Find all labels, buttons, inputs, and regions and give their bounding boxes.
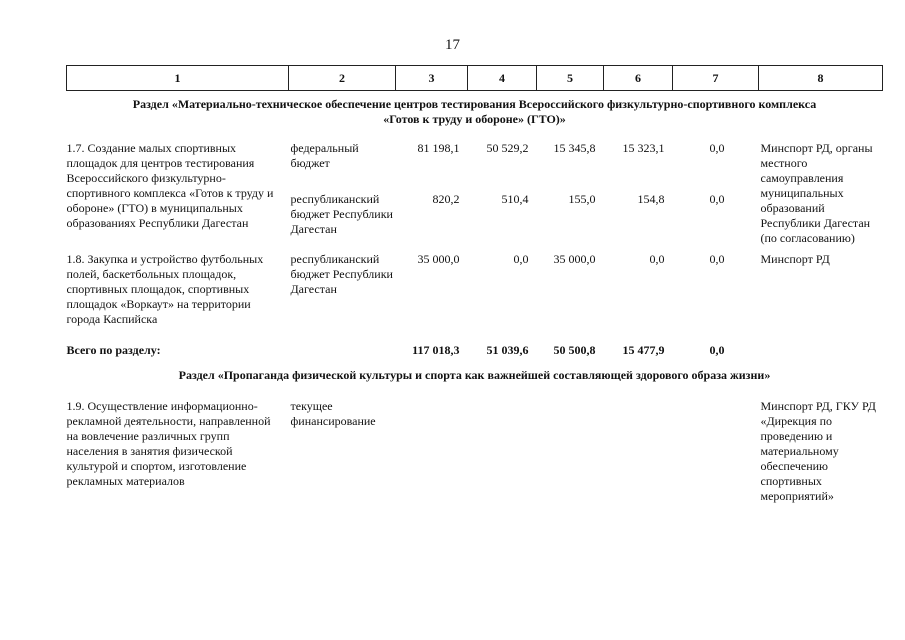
total-empty (759, 341, 883, 362)
value-total (396, 135, 468, 246)
program-table (66, 65, 883, 504)
table-row (67, 135, 883, 246)
value-cell: 0,0 (709, 141, 725, 155)
total-value: 117 018,3 (412, 343, 460, 357)
measure-description: 1.9. Осуществление информационно-рекламной деятельности, направленной на вовлечение различных групп населения в занятия физической культурой и спортом, изготовление рекламных материалов (66, 399, 271, 488)
table-row (67, 246, 883, 341)
value-cell (396, 393, 468, 504)
value-year-3 (604, 135, 673, 246)
column-header-4: 4 (468, 66, 537, 91)
column-header-2: 2 (289, 66, 396, 91)
funding-source: республиканский бюджет Республики Дагестан (290, 252, 393, 296)
section-title-row (67, 91, 883, 136)
value-year-4 (673, 135, 759, 246)
section-title (67, 91, 883, 136)
column-header-7: 7 (673, 66, 759, 91)
value-cell (537, 393, 604, 504)
column-header-1: 1 (67, 66, 289, 91)
value-cell: 35 000,0 (417, 252, 460, 266)
column-header-3: 3 (396, 66, 468, 91)
column-header-6: 6 (604, 66, 673, 91)
executor: Минспорт РД, органы местного самоуправления муниципальных образований Республики Дагестан (по согласованию) (760, 141, 873, 245)
funding-source: республиканский бюджет Республики Дагестан (290, 192, 393, 236)
column-header-5: 5 (537, 66, 604, 91)
value-cell: 0,0 (709, 252, 725, 266)
measure-description: 1.7. Создание малых спортивных площадок для центров тестирования Всероссийского физкультурно-спортивного комплекса «Готов к труду и обороне» (ГТО) в муниципальных образованиях Республики Дагестан (66, 141, 274, 230)
value-cell: 15 345,8 (553, 141, 596, 155)
value-cell: 820,2 (432, 192, 460, 206)
value-cell: 35 000,0 (553, 252, 596, 266)
total-label: Всего по разделу: (66, 343, 161, 357)
value-cell: 15 323,1 (622, 141, 665, 155)
total-value: 0,0 (709, 343, 725, 357)
value-cell (468, 393, 537, 504)
column-header-8: 8 (759, 66, 883, 91)
section-title-line-1: Раздел «Материально-техническое обеспечение центров тестирования Всероссийского физкультурно-спортивного комплекса (132, 97, 817, 111)
section-title-row (67, 362, 883, 393)
section-total-row (67, 341, 883, 362)
value-cell: 0,0 (513, 252, 529, 266)
value-cell: 50 529,2 (486, 141, 529, 155)
executor: Минспорт РД (760, 252, 830, 266)
value-cell: 81 198,1 (417, 141, 460, 155)
funding-source: федеральный бюджет (290, 141, 359, 170)
funding-sources (289, 135, 396, 246)
executor: Минспорт РД, ГКУ РД «Дирекция по проведению и материальному обеспечению спортивных мероприятий» (760, 399, 876, 503)
value-cell: 155,0 (568, 192, 596, 206)
value-cell (604, 393, 673, 504)
value-cell: 0,0 (649, 252, 665, 266)
value-year-1 (468, 135, 537, 246)
value-cell (673, 393, 759, 504)
section-title: Раздел «Пропаганда физической культуры и спорта как важнейшей составляющей здорового образа жизни» (178, 368, 771, 382)
total-value: 51 039,6 (486, 343, 529, 357)
value-cell: 510,4 (501, 192, 529, 206)
page-number: 17 (445, 37, 460, 53)
measure-description: 1.8. Закупка и устройство футбольных полей, баскетбольных площадок, спортивных площадок, спортивных площадок «Воркаут» на территории города Каспийска (66, 252, 264, 326)
value-cell: 154,8 (637, 192, 665, 206)
table-row (67, 393, 883, 504)
total-value: 50 500,8 (553, 343, 596, 357)
value-year-2 (537, 135, 604, 246)
section-title-line-2: «Готов к труду и обороне» (ГТО)» (383, 112, 566, 126)
funding-source: текущее финансирование (290, 399, 376, 428)
table-header (67, 66, 883, 91)
total-value: 15 477,9 (622, 343, 665, 357)
value-cell: 0,0 (709, 192, 725, 206)
